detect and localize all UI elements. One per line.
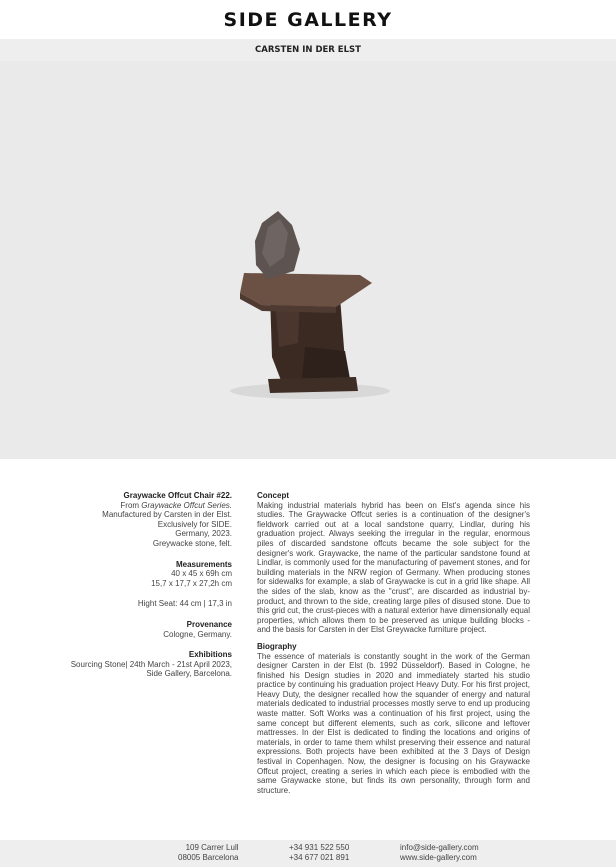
- chair-seat-top: [240, 273, 372, 307]
- footer-address: [178, 843, 239, 863]
- chair-illustration: [0, 61, 616, 459]
- footer: [0, 840, 616, 867]
- phone-2[interactable]: +34 677 021 891: [289, 853, 350, 862]
- exhibitions-heading: Exhibitions: [188, 650, 232, 660]
- website-link[interactable]: www.side-gallery.com: [400, 853, 477, 862]
- phone-1[interactable]: +34 931 522 550: [289, 843, 350, 852]
- exhibition-line-1: Sourcing Stone| 24th March - 21st April 2023,: [70, 659, 232, 669]
- artwork-details: [40, 491, 232, 679]
- seat-height: Hight Seat: 44 cm | 17,3 in: [137, 599, 232, 609]
- artwork-title: Graywacke Offcut Chair #22.: [123, 491, 232, 500]
- email-link[interactable]: info@side-gallery.com: [400, 843, 479, 852]
- exhibition-line-2: Side Gallery, Barcelona.: [146, 669, 232, 679]
- concept-heading: Concept: [257, 491, 289, 500]
- artwork-series-line: From Graywacke Offcut Series.: [120, 500, 232, 510]
- footer-phones: [289, 843, 349, 863]
- measurements-in: 15,7 x 17,7 x 27,2h cm: [151, 578, 232, 588]
- manufacturer-line: Manufactured by Carsten in der Elst.: [102, 510, 232, 520]
- provenance-heading: Provenance: [186, 619, 232, 629]
- chair-base-slab: [268, 377, 358, 393]
- provenance-value: Cologne, Germany.: [163, 629, 232, 639]
- measurements-heading: Measurements: [175, 559, 232, 569]
- gallery-logo: SIDE GALLERY: [223, 8, 393, 31]
- footer-contact: [400, 843, 479, 863]
- series-name: Graywacke Offcut Series.: [141, 500, 232, 510]
- concept-text: Making industrial materials hybrid has been on Elst's agenda since his studies. The Graywacke Offcut series is a continuation of the designer's fieldwork carried out at a local sandstone quarry, Lindlar, during his graduation project. Always seeking the irregular in the regular, enormous piles of discarded sandstone offcuts became the sole subject for the designer's work. Graywacke, the name of the particular sandstone found at Lindlar, is commonly used for the manufacturing of pavement stones, and for building materials in the NRW region of Germany. When producing stones for sidewalks for example, a slab of Graywacke is cut in a grid like shape. All the sides of the slab, know as the "crust", are discarded as industrial by-product, and thrown to the side, creating large piles of disused stone. Due to this grid cut, the crust-pieces with a natural exterior have dimensionally equal properties, which allows them to be preserved as unique building blocks - and the basis for Carsten in der Elst Greywacke furniture project.: [257, 500, 530, 635]
- description: [257, 491, 530, 802]
- biography-text: The essence of materials is constantly sought in the work of the German designer Carsten in der Elst (b. 1992 Düsseldorf). Based in Cologne, he finished his Design studies in 2020 and immediately started his studio practice by continuing his graduation project Heavy Duty. For his first project, Heavy Duty, the designer recalled how the squander of energy and natural materials dedicated to industrial processes mostly serve to end up producing waste matter. Soft Works was a continuation of his first project, using the same concept but different elements, such as cork, silicone and leftover mattresses. In der Elst is dedicated to finding the locations and origins of materials, in order to tame them whilst preserving their essence and natural expressions. Both projects have been exhibited at the 3 Days of Design festival in Copenhagen. Now, the designer is focusing on his Graywacke Offcut project, creating a series in which each piece is embodied with the same Graywacke stone, but finds its own personality, through form and structure.: [257, 651, 530, 795]
- artist-name: CARSTEN IN DER ELST: [255, 45, 361, 55]
- material-line: Greywacke stone, felt.: [152, 538, 232, 548]
- biography-heading: Biography: [257, 641, 297, 651]
- exclusivity-line: Exclusively for SIDE.: [157, 519, 232, 529]
- artist-bar: [0, 39, 616, 61]
- product-photo: [0, 61, 616, 459]
- address-street: 109 Carrer Lull: [185, 843, 239, 852]
- measurements-cm: 40 x 45 x 69h cm: [171, 569, 232, 579]
- address-city: 08005 Barcelona: [178, 853, 239, 862]
- header: [0, 0, 616, 39]
- chair-base-lower: [302, 347, 350, 379]
- origin-line: Germany, 2023.: [175, 529, 232, 539]
